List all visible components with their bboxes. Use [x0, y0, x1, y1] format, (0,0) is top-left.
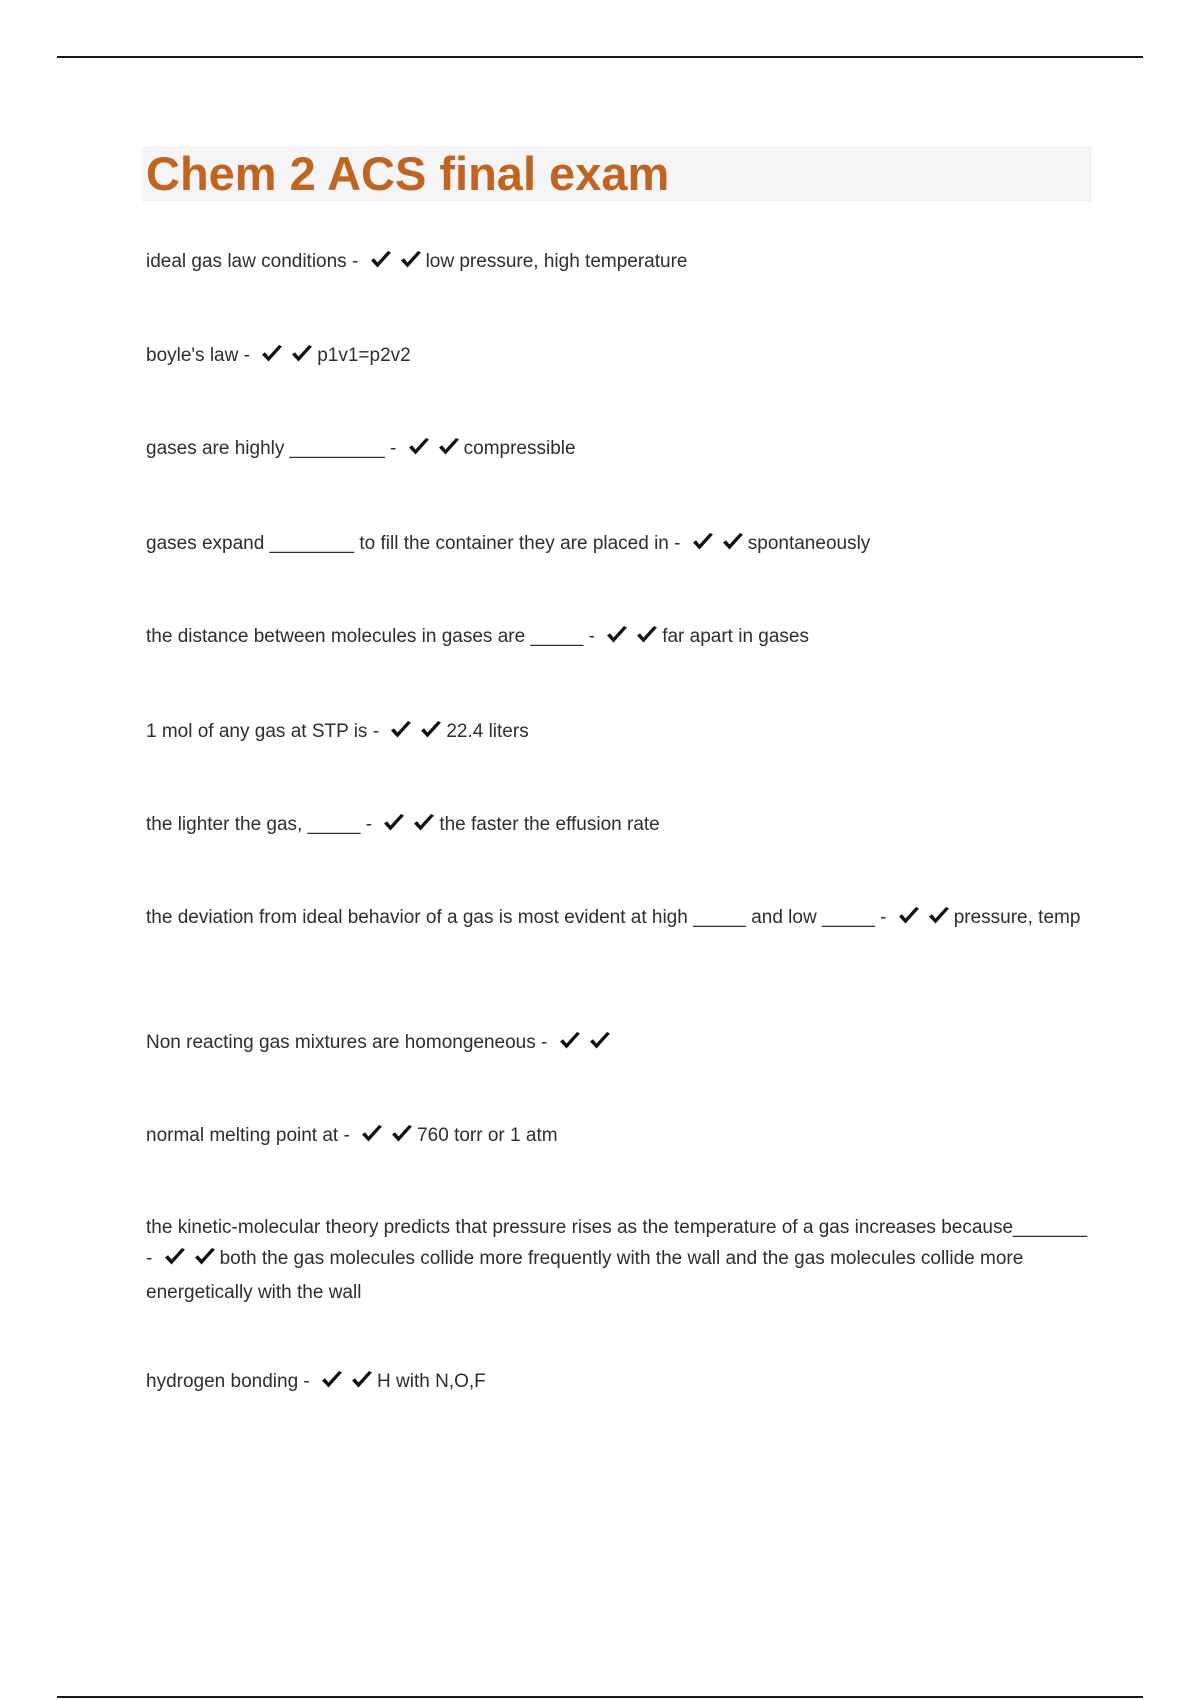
checkmark-icon: [291, 344, 313, 364]
double-checkmark-icon: [361, 1123, 413, 1154]
checkmark-icon: [383, 813, 405, 833]
checkmark-icon: [361, 1124, 383, 1144]
qa-item: [146, 809, 1096, 843]
checkmark-icon: [898, 906, 920, 926]
answer-text: the faster the effusion rate: [439, 814, 660, 835]
question-text: 1 mol of any gas at STP is: [146, 721, 368, 742]
checkmark-icon: [351, 1370, 373, 1390]
checkmark-icon: [438, 437, 460, 457]
separator: -: [384, 438, 402, 459]
qa-item: [146, 246, 1096, 280]
checkmark-icon: [391, 1124, 413, 1144]
checkmark-icon: [420, 720, 442, 740]
checkmark-icon: [692, 532, 714, 552]
checkmark-icon: [400, 250, 422, 270]
qa-item: [146, 340, 1096, 374]
question-text: gases are highly _________: [146, 438, 385, 459]
answer-text: far apart in gases: [662, 626, 809, 647]
qa-item: [146, 716, 1096, 750]
double-checkmark-icon: [164, 1246, 216, 1277]
separator: -: [338, 1125, 356, 1146]
separator: -: [360, 814, 378, 835]
separator: -: [238, 345, 256, 366]
page-title: Chem 2 ACS final exam: [146, 147, 670, 200]
checkmark-icon: [722, 532, 744, 552]
checkmark-icon: [408, 437, 430, 457]
footer-rule: [57, 1696, 1143, 1698]
question-text: the distance between molecules in gases are _____: [146, 626, 584, 647]
checkmark-icon: [261, 344, 283, 364]
answer-text: compressible: [463, 438, 576, 459]
separator: -: [146, 1248, 158, 1269]
answer-text: both the gas molecules collide more frequently with the wall and the gas molecules collide more energetically with the wall: [146, 1248, 1024, 1303]
double-checkmark-icon: [692, 531, 744, 562]
question-text: ideal gas law conditions: [146, 251, 347, 272]
answer-text: low pressure, high temperature: [425, 251, 688, 272]
checkmark-icon: [370, 250, 392, 270]
double-checkmark-icon: [321, 1369, 373, 1400]
separator: -: [668, 533, 686, 554]
question-text: normal melting point at: [146, 1125, 339, 1146]
answer-text: pressure, temp: [953, 907, 1081, 928]
separator: -: [367, 721, 385, 742]
qa-item: [146, 1120, 1096, 1154]
checkmark-icon: [636, 625, 658, 645]
answer-text: 22.4 liters: [446, 721, 529, 742]
qa-item: [146, 904, 1096, 935]
separator: -: [874, 907, 892, 928]
question-text: boyle's law: [146, 345, 239, 366]
double-checkmark-icon: [606, 624, 658, 655]
qa-item: [146, 433, 1096, 467]
separator: -: [298, 1371, 316, 1392]
answer-text: p1v1=p2v2: [317, 345, 411, 366]
separator: -: [583, 626, 601, 647]
checkmark-icon: [559, 1031, 581, 1051]
qa-item: [146, 621, 1096, 655]
answer-text: 760 torr or 1 atm: [417, 1125, 558, 1146]
checkmark-icon: [589, 1031, 611, 1051]
qa-item: [146, 1366, 1096, 1400]
double-checkmark-icon: [370, 249, 422, 280]
double-checkmark-icon: [261, 343, 313, 374]
answer-text: spontaneously: [747, 533, 871, 554]
checkmark-icon: [606, 625, 628, 645]
double-checkmark-icon: [383, 812, 435, 843]
double-checkmark-icon: [898, 906, 950, 935]
checkmark-icon: [928, 906, 950, 926]
double-checkmark-icon: [408, 436, 460, 467]
qa-item: [146, 1027, 1096, 1061]
separator: -: [535, 1032, 553, 1053]
qa-item: [146, 1212, 1096, 1308]
qa-item: [146, 528, 1096, 562]
question-text: Non reacting gas mixtures are homongeneous: [146, 1032, 536, 1053]
checkmark-icon: [413, 813, 435, 833]
checkmark-icon: [321, 1370, 343, 1390]
question-text: the lighter the gas, _____: [146, 814, 361, 835]
question-text: the kinetic-molecular theory predicts that pressure rises as the temperature of a gas increases because_______: [146, 1217, 1088, 1238]
separator: -: [346, 251, 364, 272]
question-text: gases expand ________ to fill the container they are placed in: [146, 533, 669, 554]
answer-text: H with N,O,F: [377, 1371, 486, 1392]
question-text: the deviation from ideal behavior of a gas is most evident at high _____ and low _____: [146, 907, 875, 928]
checkmark-icon: [194, 1247, 216, 1267]
double-checkmark-icon: [559, 1030, 611, 1061]
checkmark-icon: [164, 1247, 186, 1267]
checkmark-icon: [390, 720, 412, 740]
question-text: hydrogen bonding: [146, 1371, 299, 1392]
header-rule: [57, 56, 1143, 58]
double-checkmark-icon: [390, 719, 442, 750]
